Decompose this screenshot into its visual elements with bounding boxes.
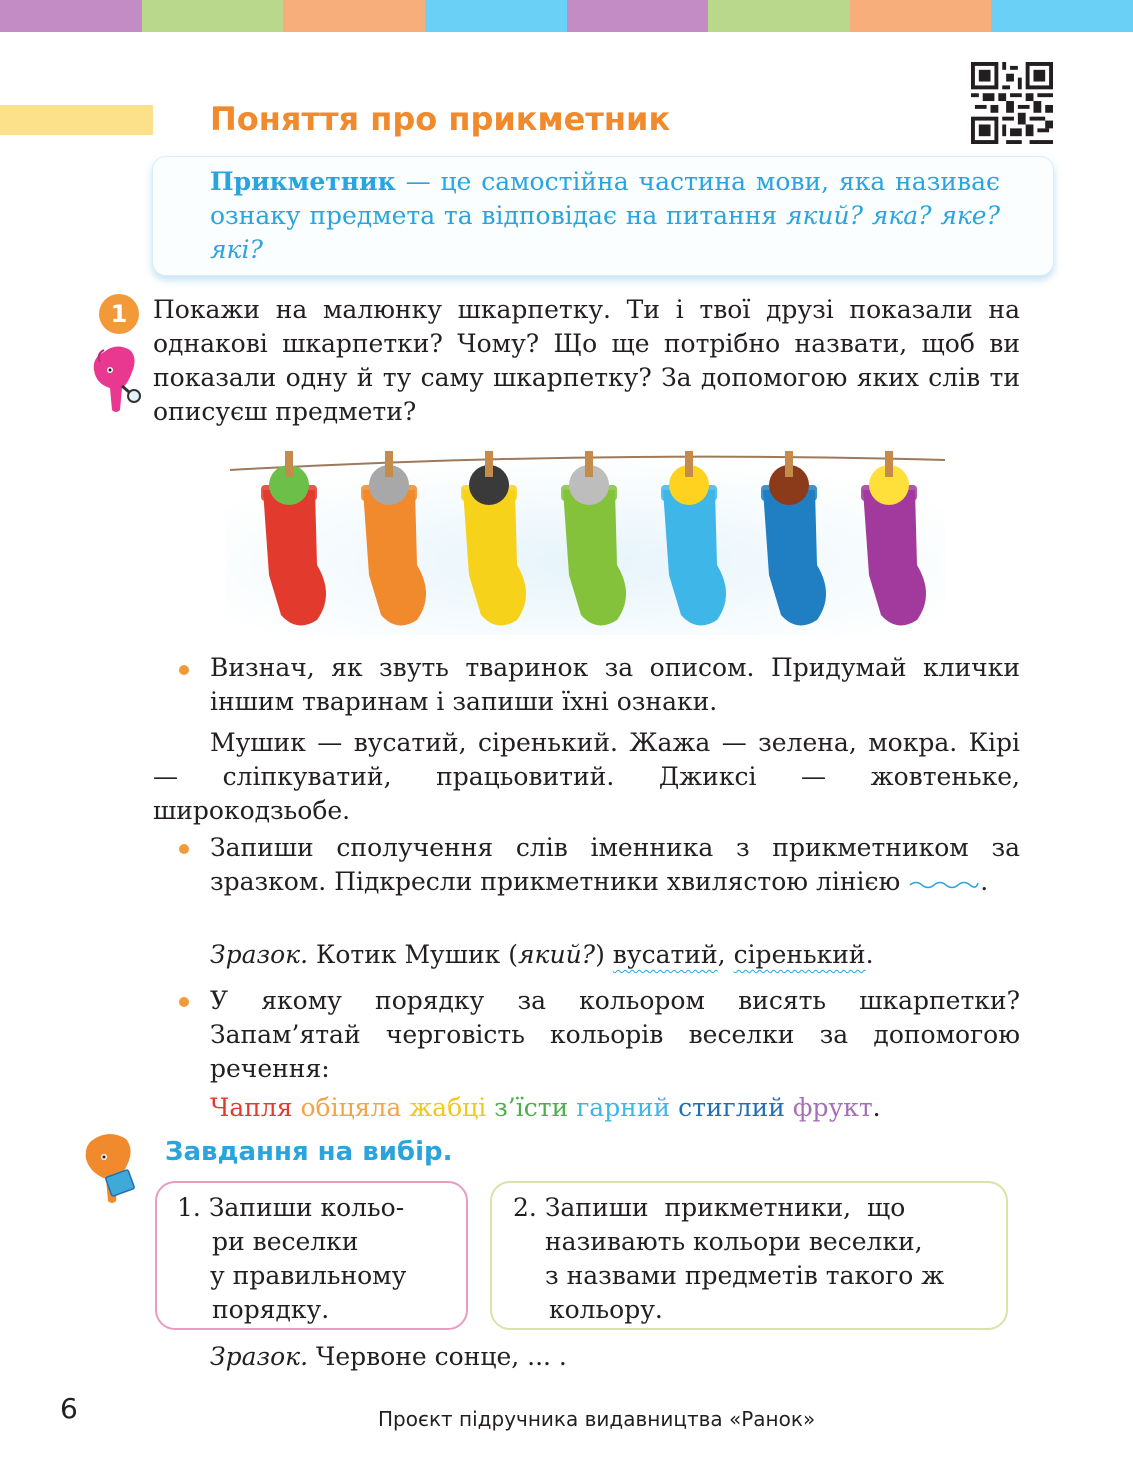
adjective-underlined: вусатий <box>612 940 718 969</box>
sample-label: Зразок. <box>210 1342 309 1371</box>
sample-label: Зразок. <box>210 940 309 969</box>
definition-text <box>210 165 1000 267</box>
rainbow-word: стиглий <box>678 1093 785 1122</box>
definition-questions: який? яка? яке? які? <box>210 201 1000 264</box>
top-color-stripe <box>0 0 1133 32</box>
stripe-segment <box>142 0 284 32</box>
task-text: Запиши прикметники, що <box>544 1193 906 1222</box>
task-line: у правильному <box>210 1261 407 1290</box>
stripe-segment <box>850 0 992 32</box>
title-accent-tab <box>0 105 153 135</box>
publisher-footer: Проєкт підручника видавництва «Ранок» <box>378 1407 816 1431</box>
sample-text: Червоне сонце, ... . <box>308 1342 567 1371</box>
rainbow-sentence <box>210 1091 1020 1125</box>
pink-mascot-magnifier-icon <box>86 344 148 414</box>
task-number: 1. <box>177 1193 201 1222</box>
choice-section-title: Завдання на вибір. <box>165 1137 453 1167</box>
orange-mascot-book-icon <box>78 1133 140 1205</box>
animal-names-text: Мушик — вусатий, сіренький. Жажа — зелена, мокра. Кірі — сліпкуватий, працьовитий. Джиксі — жовтеньке, широкодзьобе. <box>153 728 1020 825</box>
exercise1-text: Покажи на малюнку шкарпетку. Ти і твої друзі показали на однакові шкарпетки? Чому? Що ще потрібно назвати, щоб ви показали одну й ту саму шкарпетку? За допомогою яких слів ти описуєш предмети? <box>153 295 1020 426</box>
task-line: з назвами предметів такого ж <box>545 1261 945 1290</box>
sample-text: ) <box>595 940 613 969</box>
bullet3-text: У якому порядку за кольором висять шкарпетки? Запам’ятай черговість кольорів веселки за допомогою речення: <box>210 986 1020 1083</box>
rainbow-word: жабці <box>409 1093 487 1122</box>
task-line: кольору. <box>549 1295 663 1324</box>
page-title: Поняття про прикметник <box>210 100 671 138</box>
wavy-line-icon <box>908 877 980 891</box>
page-number: 6 <box>60 1392 78 1425</box>
definition-term: Прикметник <box>210 167 396 196</box>
sample-line <box>210 938 1020 972</box>
stripe-segment <box>567 0 709 32</box>
task-number: 2. <box>513 1193 537 1222</box>
rainbow-word: Чапля <box>210 1093 293 1122</box>
rainbow-word: гарний <box>576 1093 671 1122</box>
rainbow-word: фрукт <box>792 1093 873 1122</box>
task-line: ри веселки <box>212 1227 359 1256</box>
choice-task-1 <box>177 1191 406 1327</box>
task-line: порядку. <box>212 1295 330 1324</box>
bullet-marker <box>179 844 189 854</box>
stripe-segment <box>991 0 1133 32</box>
sample-text: . <box>865 940 874 969</box>
definition-body: — це самостійна частина мови, яка називає ознаку предмета та відповідає на питання <box>210 167 1000 230</box>
task-line <box>177 1191 406 1225</box>
task-line <box>513 1191 944 1225</box>
rainbow-word: обіцяла <box>300 1093 402 1122</box>
bullet2-instruction: Запиши сполучення слів іменника з прикметником за зразком. Підкресли прикметники хвилястою лінією <box>210 833 1020 896</box>
task-line: називають кольори веселки, <box>545 1227 923 1256</box>
rainbow-word: з’їсти <box>494 1093 569 1122</box>
task-text: Запиши кольо- <box>208 1193 405 1222</box>
choice-task-2 <box>513 1191 944 1327</box>
choice-sample-line <box>210 1340 567 1374</box>
sentence-end: . <box>872 1093 881 1122</box>
qr-code-icon[interactable] <box>971 62 1053 144</box>
stripe-segment <box>283 0 425 32</box>
sample-text: , <box>717 940 734 969</box>
exercise-number: 1 <box>99 294 139 334</box>
socks-on-clothesline-illustration <box>225 445 945 635</box>
stripe-segment <box>708 0 850 32</box>
adjective-underlined: сіренький <box>733 940 866 969</box>
sample-question: який? <box>518 940 596 969</box>
bullet-marker <box>179 665 189 675</box>
bullet1-text: Визнач, як звуть тваринок за описом. Придумай клички іншим тваринам і запиши їхні ознаки. <box>210 653 1020 716</box>
bullet2-text: Запиши сполучення слів іменника з прикметником за зразком. Підкресли прикметники хвилястою лінією . <box>210 833 1020 896</box>
stripe-segment <box>0 0 142 32</box>
stripe-segment <box>425 0 567 32</box>
bullet-marker <box>179 997 189 1007</box>
sample-text: Котик Мушик ( <box>308 940 518 969</box>
